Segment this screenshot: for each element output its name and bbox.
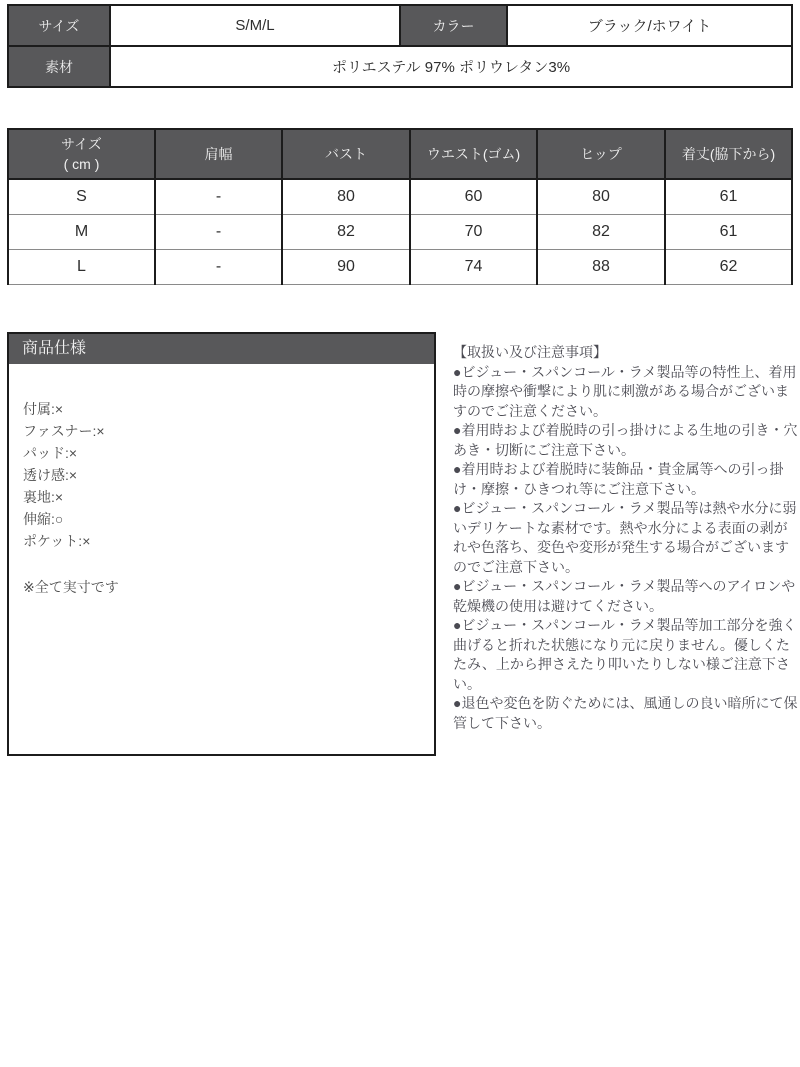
handling-notes xyxy=(453,343,798,733)
cell-size: S xyxy=(8,179,155,214)
cell-bust: 80 xyxy=(282,179,410,214)
header-shoulder: 肩幅 xyxy=(155,129,282,179)
spec-item-accessory: 付属:× xyxy=(23,401,64,417)
cell-waist: 60 xyxy=(410,179,537,214)
header-length: 着丈(脇下から) xyxy=(665,129,792,179)
cell-bust: 90 xyxy=(282,249,410,284)
size-chart-table xyxy=(7,128,793,285)
material-label-cell: 素材 xyxy=(8,46,110,87)
cell-size: M xyxy=(8,214,155,249)
product-info-table-grid xyxy=(7,4,793,88)
cell-length: 61 xyxy=(665,179,792,214)
handling-notes-title: 【取扱い及び注意事項】 xyxy=(453,344,607,360)
spec-box-body xyxy=(9,364,434,598)
header-size-line1: サイズ xyxy=(61,136,102,152)
size-row-l xyxy=(8,249,792,284)
material-value-cell: ポリエステル 97% ポリウレタン3% xyxy=(110,46,792,87)
color-label-cell: カラー xyxy=(400,5,507,46)
handling-note: ●着用時および着脱時の引っ掛けによる生地の引き・穴あき・切断にご注意下さい。 xyxy=(453,422,798,458)
cell-hip: 88 xyxy=(537,249,665,284)
spec-item-fastener: ファスナー:× xyxy=(23,423,105,439)
header-size-line2: ( cm ) xyxy=(63,156,100,172)
spec-item-sheerness: 透け感:× xyxy=(23,467,78,483)
cell-shoulder: - xyxy=(155,179,282,214)
handling-note: ●ビジュー・スパンコール・ラメ製品等加工部分を強く曲げると折れた状態になり元に戻りません。優しくたたみ、上から押さえたり叩いたりしない様ご注意下さい。 xyxy=(453,617,797,692)
size-chart-header-row xyxy=(8,129,792,179)
product-info-table xyxy=(7,4,793,88)
handling-note: ●退色や変色を防ぐためには、風通しの良い暗所にて保管して下さい。 xyxy=(453,695,798,731)
header-bust: バスト xyxy=(282,129,410,179)
size-row-s xyxy=(8,179,792,214)
spec-item-pad: パッド:× xyxy=(23,445,78,461)
header-size-cm xyxy=(8,129,155,179)
table-row xyxy=(8,46,792,87)
handling-note: ●ビジュー・スパンコール・ラメ製品等は熱や水分に弱いデリケートな素材です。熱や水分による表面の剥がれや色落ち、変色や変形が発生する場合がございますのでご注意下さい。 xyxy=(453,500,797,575)
spec-item-pocket: ポケット:× xyxy=(23,533,91,549)
cell-shoulder: - xyxy=(155,249,282,284)
size-chart-grid xyxy=(7,128,793,285)
product-spec-box xyxy=(7,332,436,756)
header-waist: ウエスト(ゴム) xyxy=(410,129,537,179)
handling-note: ●着用時および着脱時に装飾品・貴金属等への引っ掛け・摩擦・ひきつれ等にご注意下さい。 xyxy=(453,461,784,497)
spec-item-lining: 裏地:× xyxy=(23,489,64,505)
spec-note: ※全て実寸です xyxy=(23,579,119,595)
handling-note: ●ビジュー・スパンコール・ラメ製品等へのアイロンや乾燥機の使用は避けてください。 xyxy=(453,578,796,614)
cell-waist: 74 xyxy=(410,249,537,284)
spec-item-stretch: 伸縮:○ xyxy=(23,511,64,527)
size-label-cell: サイズ xyxy=(8,5,110,46)
cell-size: L xyxy=(8,249,155,284)
cell-bust: 82 xyxy=(282,214,410,249)
color-value-cell: ブラック/ホワイト xyxy=(507,5,792,46)
cell-shoulder: - xyxy=(155,214,282,249)
spec-box-title: 商品仕様 xyxy=(9,334,434,364)
size-value-cell: S/M/L xyxy=(110,5,400,46)
cell-hip: 80 xyxy=(537,179,665,214)
table-row xyxy=(8,5,792,46)
cell-length: 61 xyxy=(665,214,792,249)
cell-waist: 70 xyxy=(410,214,537,249)
header-hip: ヒップ xyxy=(537,129,665,179)
size-row-m xyxy=(8,214,792,249)
cell-hip: 82 xyxy=(537,214,665,249)
handling-note: ●ビジュー・スパンコール・ラメ製品等の特性上、着用時の摩擦や衝撃により肌に刺激がある場合がございますのでご注意ください。 xyxy=(453,363,797,419)
cell-length: 62 xyxy=(665,249,792,284)
